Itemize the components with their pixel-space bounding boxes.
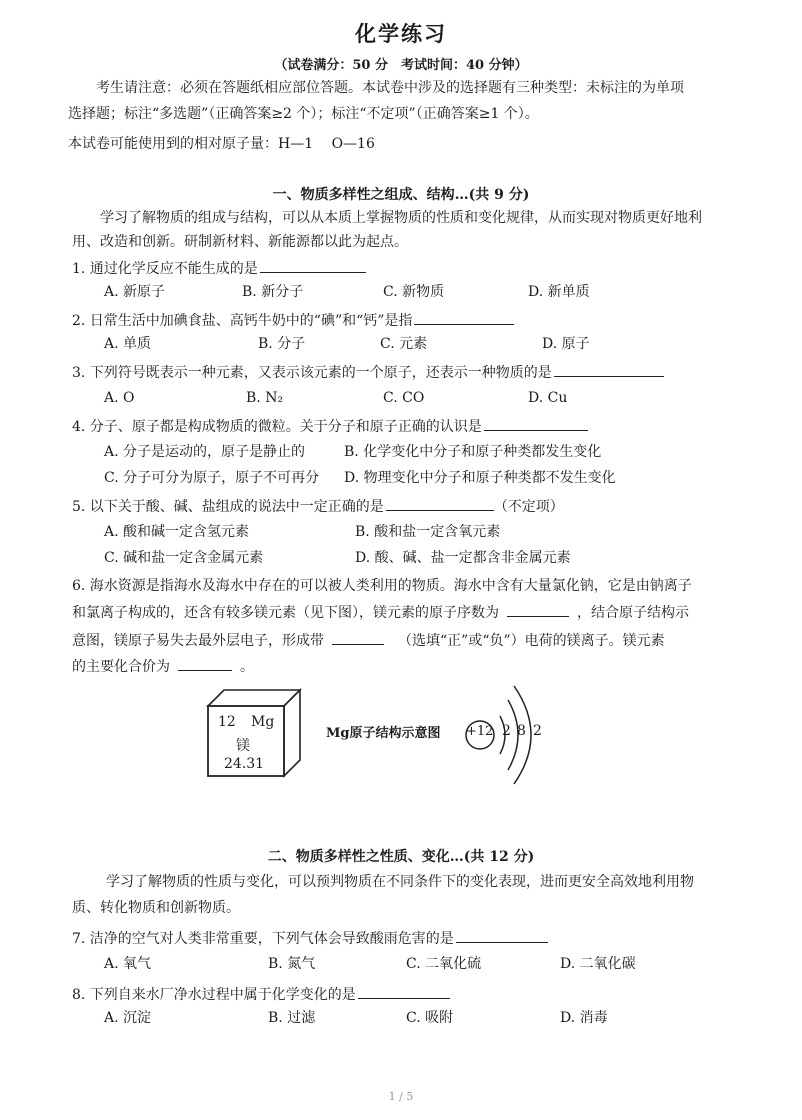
answer-blank-q4[interactable] [484, 416, 588, 431]
question-4-text: 4. 分子、原子都是构成物质的微粒。关于分子和原子正确的认识是 [72, 419, 482, 435]
section-1-intro-line-2: 用、改造和创新。研制新材料、新能源都以此为起点。 [72, 234, 408, 250]
shell-1-electrons: 2 [502, 723, 511, 739]
q1-option-d: D. 新单质 [528, 284, 590, 300]
q3-option-a: A. O [104, 390, 135, 406]
q1-option-b: B. 新分子 [242, 284, 304, 300]
nucleus-charge: +12 [466, 724, 494, 739]
q4-option-b: B. 化学变化中分子和原子种类都发生变化 [344, 444, 602, 460]
q7-option-b: B. 氮气 [268, 956, 316, 972]
element-name: 镁 [236, 738, 250, 754]
q4-option-a: A. 分子是运动的，原子是静止的 [104, 444, 306, 460]
question-5-text: 5. 以下关于酸、碱、盐组成的说法中一定正确的是 [72, 499, 384, 515]
q8-option-a: A. 沉淀 [104, 1010, 152, 1026]
q5-option-c: C. 碱和盐一定含金属元素 [104, 550, 264, 566]
question-2-stem [72, 310, 514, 331]
question-1-text: 1. 通过化学反应不能生成的是 [72, 261, 258, 277]
answer-blank-q1[interactable] [260, 258, 366, 273]
shell-3-electrons: 2 [533, 723, 542, 739]
q7-option-d: D. 二氧化碳 [560, 956, 636, 972]
q4-option-c: C. 分子可分为原子，原子不可再分 [104, 470, 320, 486]
q3-option-c: C. CO [383, 390, 425, 406]
question-8-stem [72, 984, 450, 1005]
question-3-stem [72, 362, 664, 383]
question-7-text: 7. 洁净的空气对人类非常重要，下列气体会导致酸雨危害的是 [72, 931, 454, 947]
q5-option-d: D. 酸、碱、盐一定都含非金属元素 [355, 550, 571, 566]
element-atomic-number: 12 [218, 714, 236, 730]
notice-line-2: 选择题；标注“多选题”（正确答案≥2 个）；标注“不定项”（正确答案≥1 个）。 [68, 106, 539, 122]
element-symbol: Mg [251, 714, 275, 730]
question-5-tag: （不定项） [493, 499, 564, 515]
shell-2-electrons: 8 [517, 723, 526, 739]
q6-text-3b: （选填“正”或“负”）电荷的镁离子。镁元素 [398, 633, 665, 649]
answer-blank-q6-atomic-number[interactable] [507, 602, 569, 617]
q2-option-b: B. 分子 [258, 336, 306, 352]
q2-option-d: D. 原子 [542, 336, 590, 352]
question-4-stem [72, 416, 588, 437]
q8-option-d: D. 消毒 [560, 1010, 608, 1026]
question-1-stem [72, 258, 366, 279]
question-2-text: 2. 日常生活中加碘食盐、高钙牛奶中的“碘”和“钙”是指 [72, 313, 413, 329]
q1-option-c: C. 新物质 [383, 284, 445, 300]
notice-line-1: 考生请注意：必须在答题纸相应部位答题。本试卷中涉及的选择题有三种类型：未标注的为单项 [96, 80, 684, 96]
q2-option-a: A. 单质 [104, 336, 152, 352]
exam-info: （试卷满分：50 分 考试时间：40 分钟） [274, 58, 528, 73]
q6-text-4a: 的主要化合价为 [72, 659, 170, 675]
answer-blank-q6-charge[interactable] [332, 630, 384, 645]
section-2-intro-line-2: 质、转化物质和创新物质。 [72, 900, 240, 916]
q6-text-4b: 。 [240, 659, 254, 675]
question-6-line-3 [72, 630, 665, 651]
question-8-text: 8. 下列自来水厂净水过程中属于化学变化的是 [72, 987, 356, 1003]
page-title: 化学练习 [355, 21, 447, 46]
element-card-side-face [284, 690, 300, 776]
question-5-stem [72, 496, 564, 517]
atom-diagram-caption: Mg原子结构示意图 [326, 726, 441, 741]
q5-option-a: A. 酸和碱一定含氢元素 [104, 524, 250, 540]
section-1-title: 一、物质多样性之组成、结构…(共 9 分) [272, 187, 530, 203]
answer-blank-q6-valence[interactable] [178, 656, 232, 671]
q7-option-c: C. 二氧化硫 [406, 956, 482, 972]
question-6-line-1: 6. 海水资源是指海水及海水中存在的可以被人类利用的物质。海水中含有大量氯化钠，它是由钠离子 [72, 578, 692, 594]
section-1-intro-line-1: 学习了解物质的组成与结构，可以从本质上掌握物质的性质和变化规律，从而实现对物质更好地利 [100, 210, 702, 226]
q3-option-b: B. N₂ [246, 390, 284, 406]
question-6-line-4 [72, 656, 254, 677]
q7-option-a: A. 氧气 [104, 956, 152, 972]
answer-blank-q7[interactable] [456, 928, 548, 943]
q6-text-2a: 和氯离子构成的，还含有较多镁元素（见下图），镁元素的原子序数为 [72, 605, 499, 621]
answer-blank-q5[interactable] [386, 496, 494, 511]
section-2-intro-line-1: 学习了解物质的性质与变化，可以预判物质在不同条件下的变化表现，进而更安全高效地利用物 [106, 874, 694, 890]
q8-option-c: C. 吸附 [406, 1010, 454, 1026]
atomic-mass-note: 本试卷可能使用到的相对原子量：H—1 O—16 [68, 136, 375, 152]
question-3-text: 3. 下列符号既表示一种元素，又表示该元素的一个原子，还表示一种物质的是 [72, 365, 552, 381]
answer-blank-q2[interactable] [414, 310, 514, 325]
q6-text-3a: 意图，镁原子易失去最外层电子，形成带 [72, 633, 324, 649]
q3-option-d: D. Cu [528, 390, 568, 406]
element-atomic-mass: 24.31 [224, 756, 265, 772]
q6-text-2b: ，结合原子结构示 [577, 605, 689, 621]
q5-option-b: B. 酸和盐一定含氧元素 [355, 524, 501, 540]
q8-option-b: B. 过滤 [268, 1010, 316, 1026]
q2-option-c: C. 元素 [380, 336, 428, 352]
question-7-stem [72, 928, 548, 949]
section-2-title: 二、物质多样性之性质、变化…(共 12 分) [267, 849, 535, 865]
page-number: 1 / 5 [388, 1090, 414, 1103]
question-6-line-2 [72, 602, 689, 623]
answer-blank-q3[interactable] [554, 362, 664, 377]
q4-option-d: D. 物理变化中分子和原子种类都不发生变化 [344, 470, 616, 486]
q1-option-a: A. 新原子 [104, 284, 166, 300]
answer-blank-q8[interactable] [358, 984, 450, 999]
